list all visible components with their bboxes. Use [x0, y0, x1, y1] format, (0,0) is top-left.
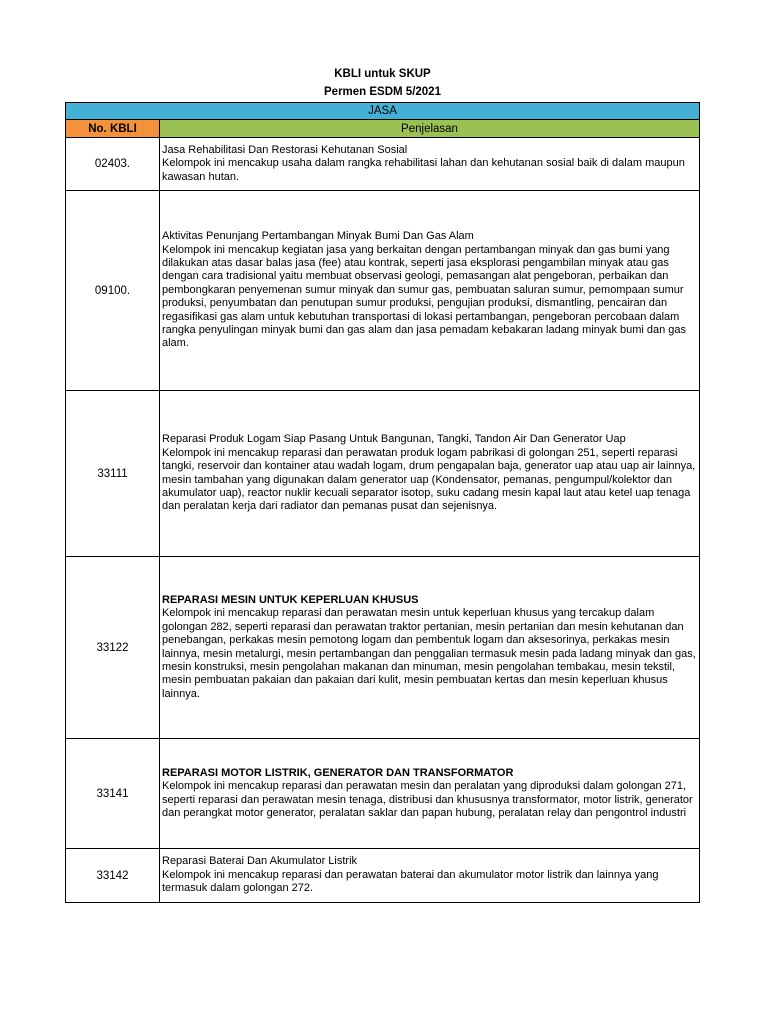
table-row	[66, 191, 700, 391]
column-header-code: No. KBLI	[66, 120, 160, 138]
kbli-table	[65, 102, 700, 903]
kbli-code: 33111	[66, 391, 160, 557]
document-subtitle: Permen ESDM 5/2021	[324, 86, 441, 98]
kbli-title: REPARASI MOTOR LISTRIK, GENERATOR DAN TRANSFORMATOR	[162, 766, 514, 779]
kbli-description	[160, 739, 700, 849]
kbli-description	[160, 391, 700, 557]
section-header-row	[66, 103, 700, 120]
kbli-title: Reparasi Baterai Dan Akumulator Listrik	[162, 855, 358, 868]
kbli-code: 02403.	[66, 138, 160, 191]
table-row	[66, 849, 700, 903]
kbli-description	[160, 849, 700, 903]
kbli-body: Kelompok ini mencakup kegiatan jasa yang berkaitan dengan pertambangan minyak dan gas bumi yang dilakukan atas dasar balas jasa (fee) atau kontrak, seperti jasa eksplorasi pengambilan minyak atau gas dengan cara tradisional yaitu membuat observasi geologi, pemasangan alat pengeboran, perbaikan dan pembongkaran penyemenan sumur minyak dan sumur gas, pembuatan saluran sumur, pemompaan sumur produksi, penyumbatan dan penutupan sumur produksi, pengujian produksi, dismantling, pencairan dan regasifikasi gas alam untuk kebutuhan transportasi di lokasi pertambangan, pengeboran percobaan dalam rangka penyulingan minyak bumi dan gas alam dan jasa pemadam kebakaran ladang minyak bumi dan gas alam.	[162, 243, 687, 350]
kbli-code: 33122	[66, 557, 160, 739]
document-title: KBLI untuk SKUP	[334, 68, 431, 80]
kbli-code: 09100.	[66, 191, 160, 391]
kbli-code: 33141	[66, 739, 160, 849]
column-header-description: Penjelasan	[160, 120, 700, 138]
kbli-title: Jasa Rehabilitasi Dan Restorasi Kehutanan Sosial	[162, 143, 408, 156]
table-row	[66, 739, 700, 849]
section-label: JASA	[66, 103, 700, 120]
kbli-body: Kelompok ini mencakup usaha dalam rangka rehabilitasi lahan dan kehutanan sosial baik di dalam maupun kawasan hutan.	[162, 157, 685, 183]
kbli-body: Kelompok ini mencakup reparasi dan perawatan produk logam pabrikasi di golongan 251, seperti reparasi tangki, reservoir dan kontainer atau wadah logam, drum pengapalan baja, generator uap atau uap air lainnya, mesin tambahan yang digunakan dalam generator uap (Kondensator, pemanas, pengumpul/kolektor dan akumulator uap), reactor nuklir kecuali separator isotop, suku cadang mesin kapal laut atau ketel uap tenaga dan peralatan kerja dari radiator dan pemanas pusat dan sejenisnya.	[162, 446, 696, 513]
kbli-description	[160, 191, 700, 391]
kbli-body: Kelompok ini mencakup reparasi dan perawatan mesin untuk keperluan khusus yang tercakup dalam golongan 282, seperti reparasi dan perawatan traktor pertanian, mesin pertanian dan mesin kehutanan dan penebangan, perkakas mesin pemotong logam dan pembentuk logam dan aksesorinya, perkakas mesin lainnya, mesin metalurgi, mesin pertambangan dan penggalian termasuk mesin pada ladang minyak dan gas, mesin konstruksi, mesin pengolahan makanan dan minuman, mesin pengolahan tembakau, mesin tekstil, mesin pembuatan pakaian dan pakaian dari kulit, mesin pembuatan kertas dan mesin keperluan khusus lainnya.	[162, 607, 696, 700]
kbli-title: Aktivitas Penunjang Pertambangan Minyak Bumi Dan Gas Alam	[162, 230, 474, 243]
kbli-title: Reparasi Produk Logam Siap Pasang Untuk Bangunan, Tangki, Tandon Air Dan Generator Uap	[162, 433, 626, 446]
kbli-description	[160, 138, 700, 191]
table-row	[66, 138, 700, 191]
table-row	[66, 391, 700, 557]
kbli-title: REPARASI MESIN UNTUK KEPERLUAN KHUSUS	[162, 593, 419, 606]
kbli-code: 33142	[66, 849, 160, 903]
kbli-body: Kelompok ini mencakup reparasi dan perawatan mesin dan peralatan yang diproduksi dalam golongan 271, seperti reparasi dan perawatan mesin tenaga, distribusi dan khususnya transformator, motor listrik, generator dan perangkat motor generator, peralatan saklar dan papan hubung, peralatan relay dan pengontrol industri	[162, 780, 693, 819]
kbli-description	[160, 557, 700, 739]
column-header-row	[66, 120, 700, 138]
kbli-body: Kelompok ini mencakup reparasi dan perawatan baterai dan akumulator motor listrik dan lainnya yang termasuk dalam golongan 272.	[162, 868, 659, 895]
table-row	[66, 557, 700, 739]
